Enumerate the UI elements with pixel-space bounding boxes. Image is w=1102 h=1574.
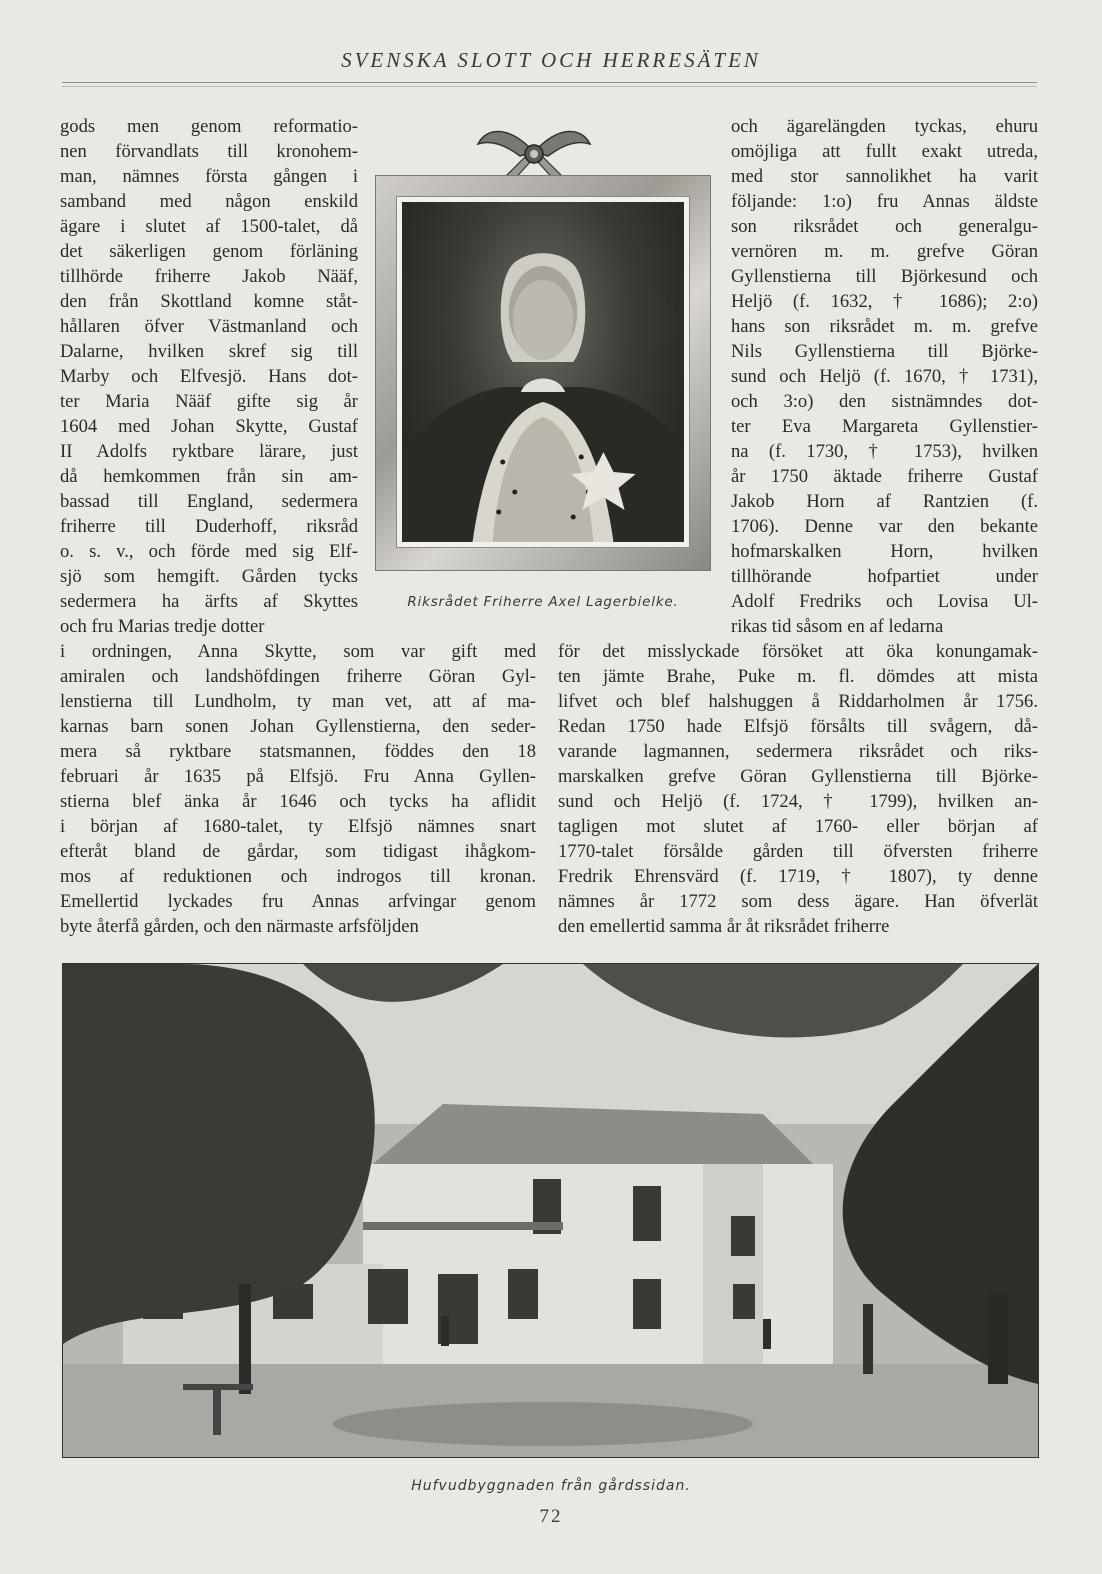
text-line: friherre till Duderhoff, riksråd [60,516,358,537]
text-line: 1770-talet försålde gården till öfversten friherre [558,841,1038,862]
text-line: för det misslyckade försöket att öka konungamak- [558,641,1038,662]
text-line: Emellertid lyckades fru Annas arfvingar genom [60,891,536,912]
text-line: tagligen mot slutet af 1760- eller början af [558,816,1038,837]
text-line: son riksrådet och generalgu- [731,216,1038,237]
text-line: ter Eva Margareta Gyllenstier- [731,416,1038,437]
text-line: Heljö (f. 1632, † 1686); 2:o) [731,291,1038,312]
portrait-caption: Riksrådet Friherre Axel Lagerbielke. [407,594,679,610]
portrait-frame [376,176,710,570]
text-line: ägare i slutet af 1500-talet, då [60,216,358,237]
text-line: och ägarelängden tyckas, ehuru [731,116,1038,137]
text-line: omöjliga att fullt exakt utreda, [731,141,1038,162]
text-line: den emellertid samma år åt riksrådet friherre [558,916,890,937]
text-line: lifvet och blef halshuggen å Riddarholmen år 1756. [558,691,1038,712]
text-line: sund och Heljö (f. 1670, † 1731), [731,366,1038,387]
text-line: lenstierna till Lundholm, ty man vet, att af ma- [60,691,536,712]
text-line: 1604 med Johan Skytte, Gustaf [60,416,358,437]
page-number: 72 [539,1506,563,1527]
text-line: det säkerligen genom förläning [60,241,358,262]
text-line: hans son riksrådet m. m. grefve [731,316,1038,337]
text-line: februari år 1635 på Elfsjö. Fru Anna Gyllen- [60,766,536,787]
text-line: sjö som hemgift. Gården tycks [60,566,358,587]
text-line: bassad till England, sedermera [60,491,358,512]
text-line: tillhörde friherre Jakob Nääf, [60,266,358,287]
text-line: marskalken grefve Göran Gyllenstierna till Björke- [558,766,1038,787]
text-line: mera så ryktbare statsmannen, föddes den 18 [60,741,536,762]
text-line: Fredrik Ehrensvärd (f. 1719, † 1807), ty denne [558,866,1038,887]
header-rule-thin [62,86,1037,87]
text-line: följande: 1:o) fru Annas äldste [731,191,1038,212]
text-line: gods men genom reformatio- [60,116,358,137]
text-line: mos af reduktionen och indrogos till kronan. [60,866,536,887]
text-line: hållaren öfver Västmanland och [60,316,358,337]
text-line: Redan 1750 hade Elfsjö försålts till svågern, då- [558,716,1038,737]
text-line: hofmarskalken Horn, hvilken [731,541,1038,562]
text-column-right-top [731,114,1038,639]
text-line: Adolf Fredriks och Lovisa Ul- [731,591,1038,612]
text-line: o. s. v., och förde med sig Elf- [60,541,358,562]
text-column-left-top [60,114,358,639]
text-line: med stor sannolikhet ha varit [731,166,1038,187]
text-line: år 1750 äktade friherre Gustaf [731,466,1038,487]
text-line: II Adolfs ryktbare lärare, just [60,441,358,462]
text-line: i ordningen, Anna Skytte, som var gift med [60,641,536,662]
text-line: samband med någon enskild [60,191,358,212]
text-line: Nils Gyllenstierna till Björke- [731,341,1038,362]
header-rule [62,82,1037,83]
text-line: nen förvandlats till kronohem- [60,141,358,162]
text-line: Jakob Horn af Rantzien (f. [731,491,1038,512]
text-line: Dalarne, hvilken skref sig till [60,341,358,362]
text-line: efteråt bland de gårdar, som tidigast ihågkom- [60,841,536,862]
text-line: den från Skottland komne ståt- [60,291,358,312]
text-line: och fru Marias tredje dotter [60,616,265,637]
text-line: karnas barn sonen Johan Gyllenstierna, den seder- [60,716,536,737]
text-line: då hemkommen från sin am- [60,466,358,487]
photo-caption: Hufvudbyggnaden från gårdssidan. [411,1478,691,1494]
text-line: amiralen och landshöfdingen friherre Göran Gyl- [60,666,536,687]
text-column-left-lower [60,639,536,939]
text-line: stierna blef änka år 1646 och tycks ha aflidit [60,791,536,812]
text-line: Marby och Elfvesjö. Hans dot- [60,366,358,387]
running-head: SVENSKA SLOTT OCH HERRESÄTEN [341,48,761,72]
text-line: Gyllenstierna till Björkesund och [731,266,1038,287]
text-line: nämnes år 1772 som dess ägare. Han öfverlät [558,891,1038,912]
text-column-right-lower [558,639,1038,939]
text-line: rikas tid såsom en af ledarna [731,616,944,637]
manor-house-photograph [63,964,1038,1457]
text-line: ten jämte Brahe, Puke m. fl. dömdes att mista [558,666,1038,687]
text-line: na (f. 1730, † 1753), hvilken [731,441,1038,462]
text-line: i början af 1680-talet, ty Elfsjö nämnes snart [60,816,536,837]
text-line: ter Maria Nääf gifte sig år [60,391,358,412]
portrait-painting [402,202,684,542]
text-line: sedermera ha ärfts af Skyttes [60,591,358,612]
text-line: man, nämnes första gången i [60,166,358,187]
text-line: och 3:o) den sistnämndes dot- [731,391,1038,412]
text-line: varande lagmannen, sedermera riksrådet och riks- [558,741,1038,762]
text-line: vernören m. m. grefve Göran [731,241,1038,262]
text-line: tillhörande hofpartiet under [731,566,1038,587]
text-line: sund och Heljö (f. 1724, † 1799), hvilken an- [558,791,1038,812]
text-line: 1706). Denne var den bekante [731,516,1038,537]
text-line: byte återfå gården, och den närmaste arfsföljden [60,916,419,937]
